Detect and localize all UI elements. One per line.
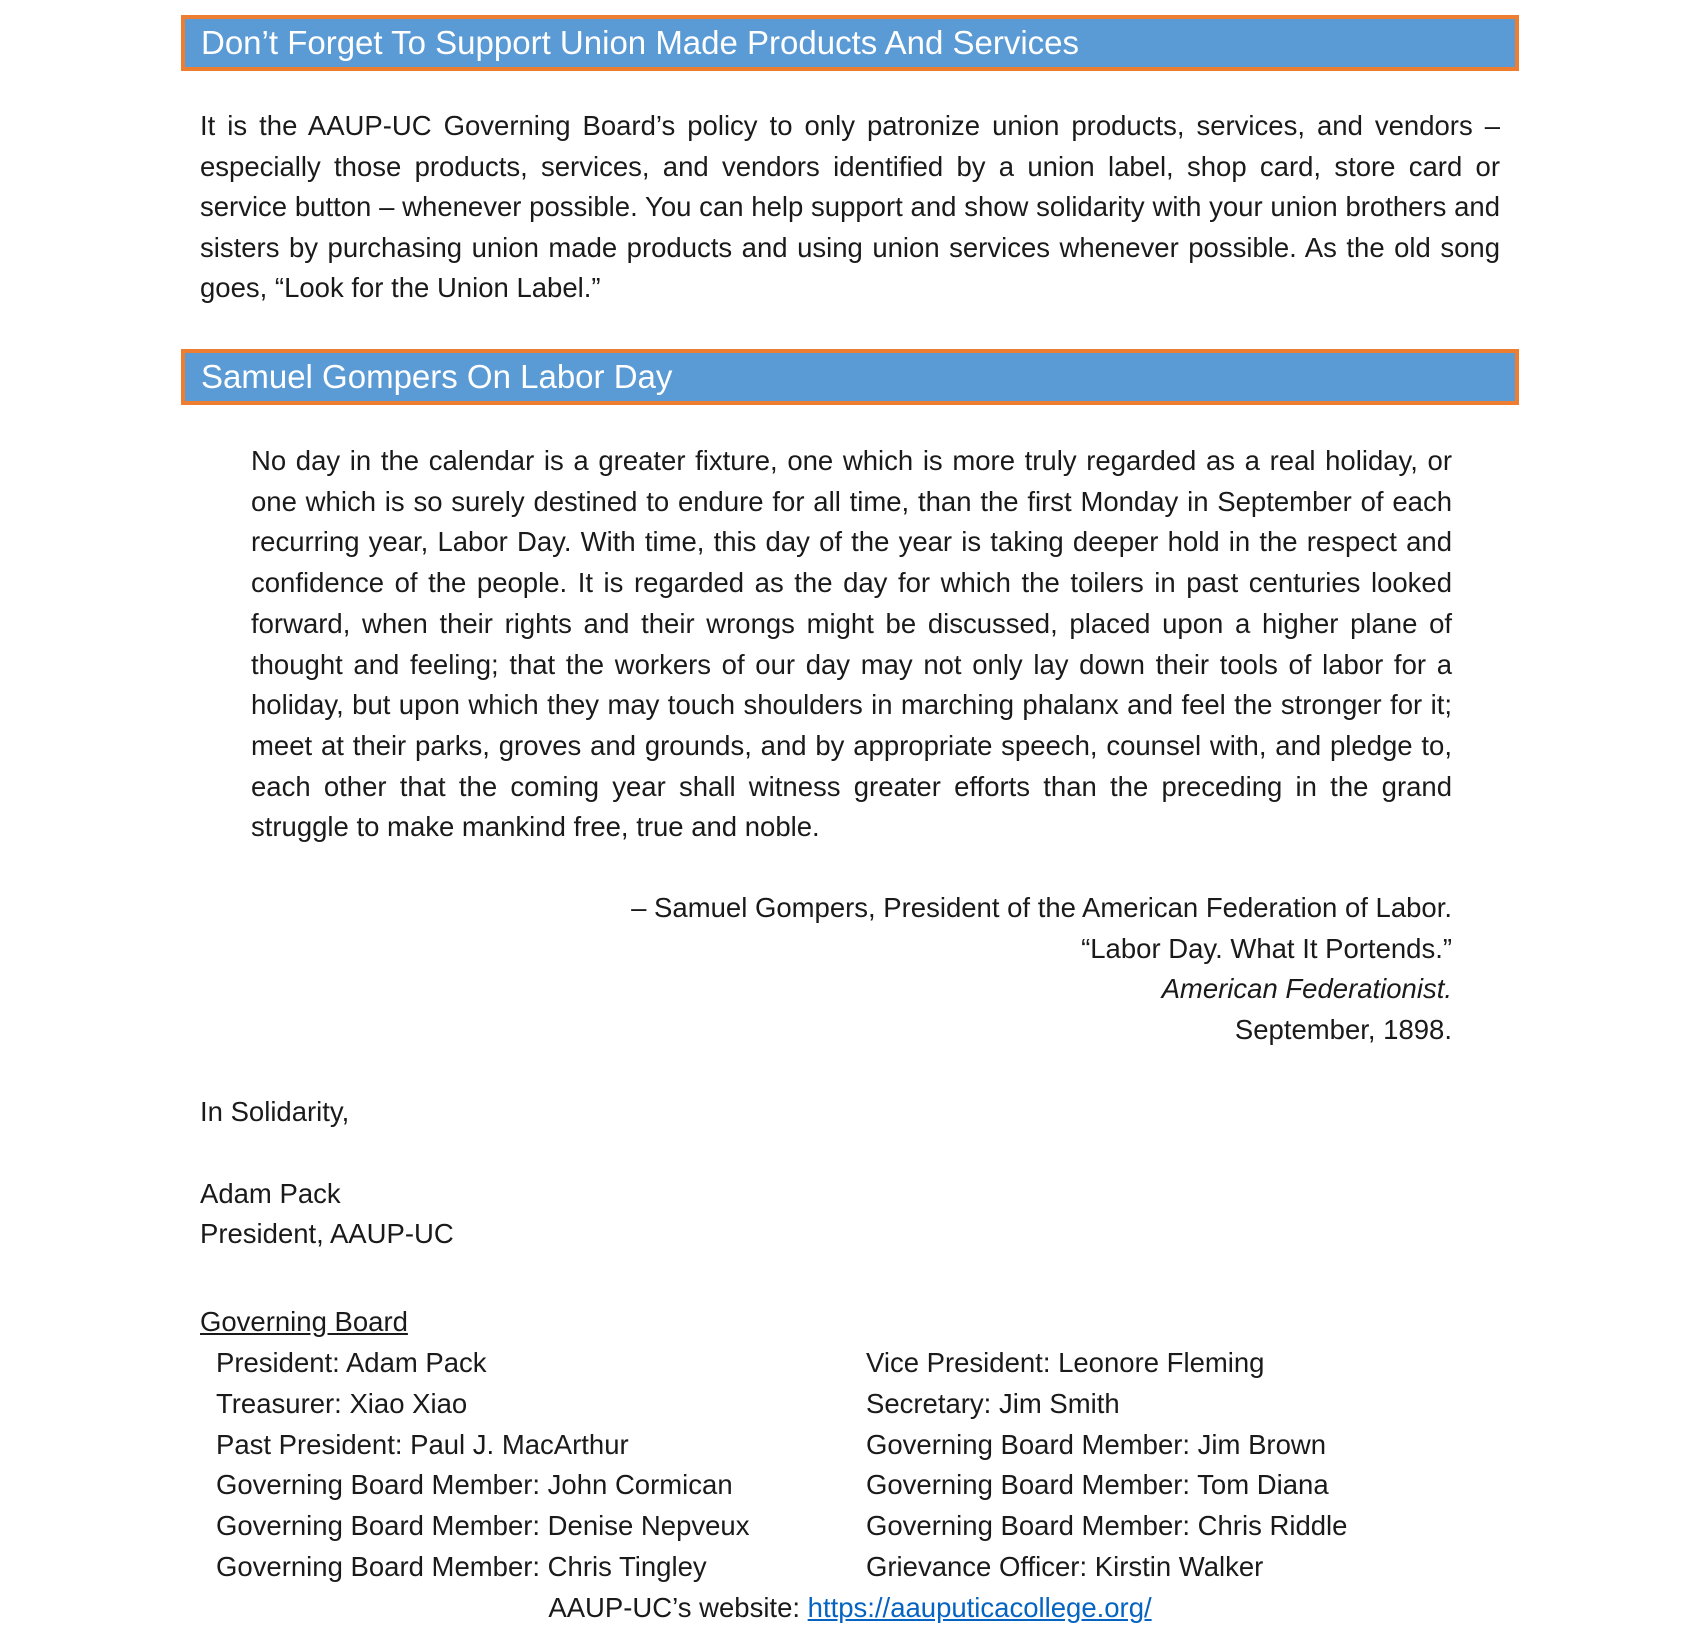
attribution-author: – Samuel Gompers, President of the American Federation of Labor. <box>631 892 1452 923</box>
signer-name: Adam Pack <box>200 1178 341 1209</box>
website-link[interactable]: https://aauputicacollege.org/ <box>807 1592 1152 1623</box>
governing-board-heading: Governing Board <box>200 1306 408 1337</box>
closing-salutation: In Solidarity, <box>200 1096 350 1127</box>
board-member: Governing Board Member: John Cormican <box>216 1469 733 1501</box>
board-member: Treasurer: Xiao Xiao <box>216 1387 468 1419</box>
gompers-heading: Samuel Gompers On Labor Day <box>181 349 1519 405</box>
signer-title: President, AAUP-UC <box>200 1218 454 1249</box>
board-member: President: Adam Pack <box>216 1347 487 1378</box>
board-member: Governing Board Member: Tom Diana <box>866 1469 1329 1501</box>
board-list-left <box>216 1343 749 1588</box>
board-member: Secretary: Jim Smith <box>866 1387 1120 1419</box>
union-products-heading: Don’t Forget To Support Union Made Products And Services <box>181 15 1519 71</box>
board-member: Governing Board Member: Jim Brown <box>866 1428 1327 1460</box>
board-member: Past President: Paul J. MacArthur <box>216 1428 629 1460</box>
board-member: Governing Board Member: Denise Nepveux <box>216 1510 750 1542</box>
attribution-article: “Labor Day. What It Portends.” <box>1081 932 1452 964</box>
attribution-publication: American Federationist. <box>1161 973 1452 1005</box>
attribution-date: September, 1898. <box>1234 1014 1452 1046</box>
board-member: Governing Board Member: Chris Tingley <box>216 1550 707 1582</box>
gompers-quote: No day in the calendar is a greater fixture, one which is more truly regarded as a real holiday, or one which is so surely destined to endure for all time, than the first Monday in September of each recurring year, Labor Day. With time, this day of the year is taking deeper hold in the respect and confidence of the people. It is regarded as the day for which the toilers in past centuries looked forward, when their rights and their wrongs might be discussed, placed upon a higher plane of thought and feeling; that the workers of our day may not only lay down their tools of labor for a holiday, but upon which they may touch shoulders in marching phalanx and feel the stronger for it; meet at their parks, groves and grounds, and by appropriate speech, counsel with, and pledge to, each other that the coming year shall witness greater efforts than the preceding in the grand struggle to make mankind free, true and noble. <box>251 445 1452 843</box>
board-list-right <box>866 1343 1347 1588</box>
union-products-paragraph: It is the AAUP-UC Governing Board’s policy to only patronize union products, services, and vendors – especially those products, services, and vendors identified by a union label, shop card, store card or service button – whenever possible. You can help support and show solidarity with your union brothers and sisters by purchasing union made products and using union services whenever possible. As the old song goes, “Look for the Union Label.” <box>200 110 1500 303</box>
website-line <box>0 1588 1700 1628</box>
board-member: Governing Board Member: Chris Riddle <box>866 1510 1348 1542</box>
website-label: AAUP-UC’s website: <box>548 1592 808 1623</box>
gompers-attribution <box>251 888 1452 1051</box>
board-member: Vice President: Leonore Fleming <box>866 1347 1265 1378</box>
board-member: Grievance Officer: Kirstin Walker <box>866 1550 1264 1582</box>
